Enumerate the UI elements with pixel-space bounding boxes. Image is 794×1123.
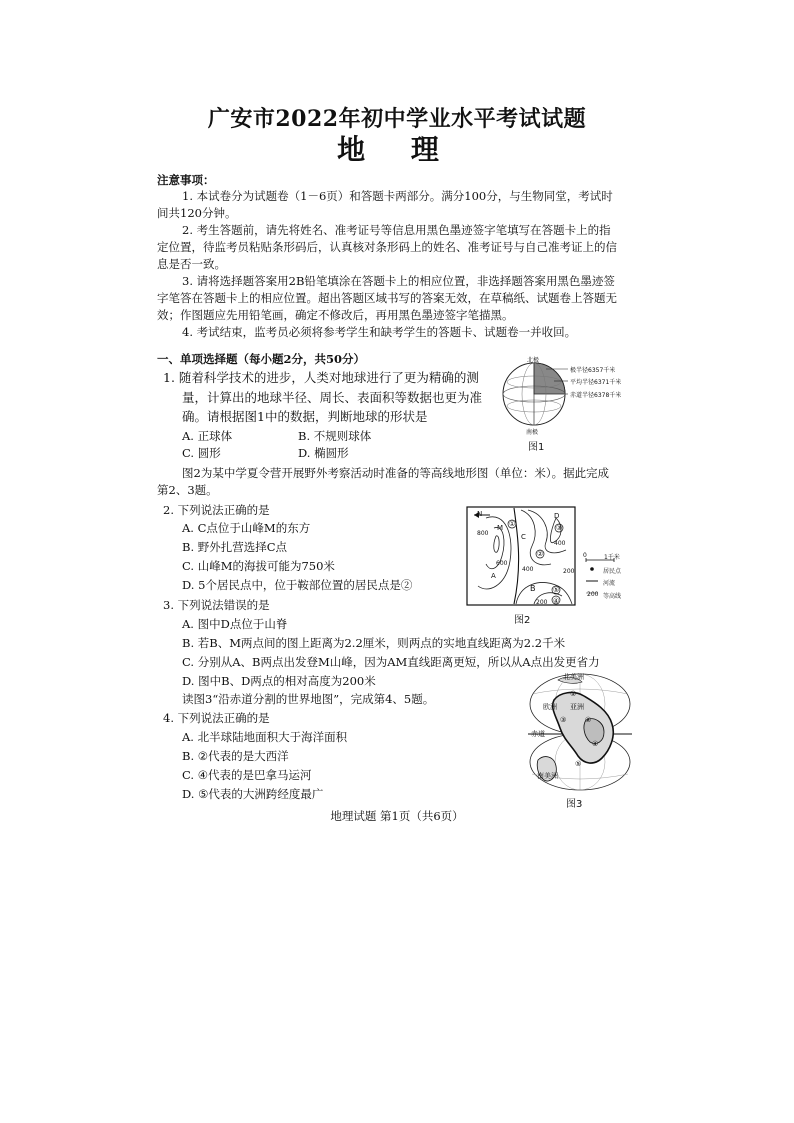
page-footer: 地理试题 第1页（共6页） (330, 809, 464, 823)
notice-line: 间共120分钟。 (157, 206, 237, 220)
notice-line: 定位置，待监考员粘贴条形码后，认真核对条形码上的姓名、准考证号与自己准考证上的信 (157, 240, 617, 254)
fig2-north-label: N (477, 510, 483, 518)
q4-stem: 4. 下列说法正确的是 (163, 711, 270, 725)
q1-line: 量，计算出的地球半径、周长、表面积等数据也更为准 (182, 390, 483, 405)
q2-option-a: A. C点位于山峰M的东方 (182, 521, 311, 535)
q4-option-c: C. ④代表的是巴拿马运河 (182, 768, 312, 782)
fig3-marker: ③ (560, 716, 567, 724)
q2-option-d: D. 5个居民点中，位于鞍部位置的居民点是② (182, 578, 413, 592)
globe-icon (503, 363, 565, 425)
fig1-polar-radius: 极半径6357千米 (570, 367, 616, 374)
fig2-intro-line: 图2为某中学夏令营开展野外考察活动时准备的等高线地形图（单位：米）。据此完成 (182, 466, 610, 480)
fig1-caption: 图1 (528, 442, 545, 453)
q1-option-c: C. 圆形 (182, 446, 221, 460)
q3-option-a: A. 图中D点位于山脊 (182, 617, 288, 631)
figure-1-earth-diagram (488, 352, 638, 452)
fig2-settlement: ④ (553, 597, 560, 605)
fig2-settlement: ③ (556, 524, 563, 532)
fig3-caption: 图3 (566, 799, 583, 810)
fig2-scale-zero: 0 (583, 552, 587, 559)
notice-line: 字笔答在答题卡上的相应位置。超出答题区域书写的答案无效，在草稿纸、试题卷上答题无 (157, 291, 617, 305)
fig3-intro: 读图3“沿赤道分割的世界地图”，完成第4、5题。 (182, 692, 435, 706)
q3-stem: 3. 下列说法错误的是 (163, 598, 270, 612)
q4-option-a: A. 北半球陆地面积大于海洋面积 (182, 730, 348, 744)
fig3-asia: 亚洲 (570, 703, 584, 711)
q4-option-b: B. ②代表的是大西洋 (182, 749, 289, 763)
fig2-contour-label: 200 (536, 599, 548, 606)
q1-option-d: D. 椭圆形 (298, 446, 349, 460)
fig2-legend-contour: 等高线 (603, 593, 622, 600)
fig1-north-label: 北极 (527, 357, 540, 364)
fig2-legend-river: 河流 (603, 580, 616, 587)
fig2-contour-label: 400 (554, 540, 566, 547)
fig2-point-b: B (530, 584, 536, 593)
q4-option-d: D. ⑤代表的大洲跨经度最广 (182, 787, 324, 801)
fig3-marker: ④ (592, 740, 599, 748)
fig3-marker: ⑤ (575, 760, 582, 768)
section-heading: 一、单项选择题（每小题2分，共50分） (157, 352, 366, 366)
q1-option-a: A. 正球体 (182, 429, 233, 443)
fig1-mean-radius: 平均半径6371千米 (570, 379, 622, 386)
q3-option-b: B. 若B、M两点间的图上距离为2.2厘米，则两点的实地直线距离为2.2千米 (182, 636, 566, 650)
fig3-europe: 欧洲 (543, 703, 557, 711)
fig2-settlement: ⑤ (553, 586, 560, 594)
fig1-south-label: 南极 (526, 429, 539, 436)
fig3-marker: ① (570, 690, 577, 698)
fig2-point-a: A (491, 572, 496, 580)
q1-option-b: B. 不规则球体 (298, 429, 372, 443)
notice-line: 4. 考试结束，监考员必须将参考学生和缺考学生的答题卡、试题卷一并收回。 (182, 325, 577, 339)
fig3-marker: ② (585, 716, 592, 724)
q2-option-b: B. 野外扎营选择C点 (182, 540, 288, 554)
fig2-caption: 图2 (514, 615, 531, 626)
q2-option-c: C. 山峰M的海拔可能为750米 (182, 559, 335, 573)
notice-line: 3. 请将选择题答案用2B铅笔填涂在答题卡上的相应位置，非选择题答案用黑色墨迹签 (182, 274, 615, 288)
fig2-contour-label: 800 (477, 530, 489, 537)
fig2-contour-label: 400 (522, 566, 534, 573)
notice-line: 2. 考生答题前，请先将姓名、准考证号等信息用黑色墨迹签字笔填写在答题卡上的指 (182, 223, 611, 237)
fig2-intro-line: 第2、3题。 (157, 483, 218, 497)
fig2-point-d: D (554, 512, 560, 520)
fig2-point-c: C (521, 533, 526, 541)
q1-line: 1. 随着科学技术的进步，人类对地球进行了更为精确的测 (163, 370, 479, 385)
notice-heading: 注意事项： (157, 173, 215, 187)
q3-option-d: D. 图中B、D两点的相对高度为200米 (182, 674, 376, 688)
subject-title: 地 理 (337, 133, 457, 166)
notice-line: 效；作图题应先用铅笔画，确定不修改后，再用黑色墨迹签字笔描黑。 (157, 308, 514, 322)
notice-line: 1. 本试卷分为试题卷（1－6页）和答题卡两部分。满分100分，与生物同堂，考试时 (182, 189, 613, 203)
fig2-settlement: ① (509, 520, 516, 528)
fig1-equatorial-radius: 赤道半径6378千米 (570, 392, 622, 399)
q2-stem: 2. 下列说法正确的是 (163, 503, 270, 517)
fig2-contour-label: 200 (563, 568, 575, 575)
fig3-equator: 赤道 (531, 730, 545, 738)
fig3-north-america: 北美洲 (563, 673, 584, 681)
fig3-south-america: 南美洲 (537, 772, 558, 780)
q3-option-c: C. 分别从A、B两点出发登M山峰，因为AM直线距离更短，所以从A点出发更省力 (182, 655, 600, 669)
fig2-settlement: ② (537, 550, 544, 558)
fig2-contour-label: 600 (496, 560, 508, 567)
exam-title: 广安市2022年初中学业水平考试试题 (207, 106, 587, 132)
q1-line: 确。请根据图1中的数据，判断地球的形状是 (182, 409, 428, 424)
fig2-point-m: M (497, 524, 504, 532)
fig2-legend-contour-value: 200 (587, 591, 599, 598)
fig2-legend-settlement: 居民点 (603, 568, 622, 575)
fig2-scale-km: 1千米 (604, 554, 620, 561)
notice-line: 息是否一致。 (157, 257, 226, 271)
